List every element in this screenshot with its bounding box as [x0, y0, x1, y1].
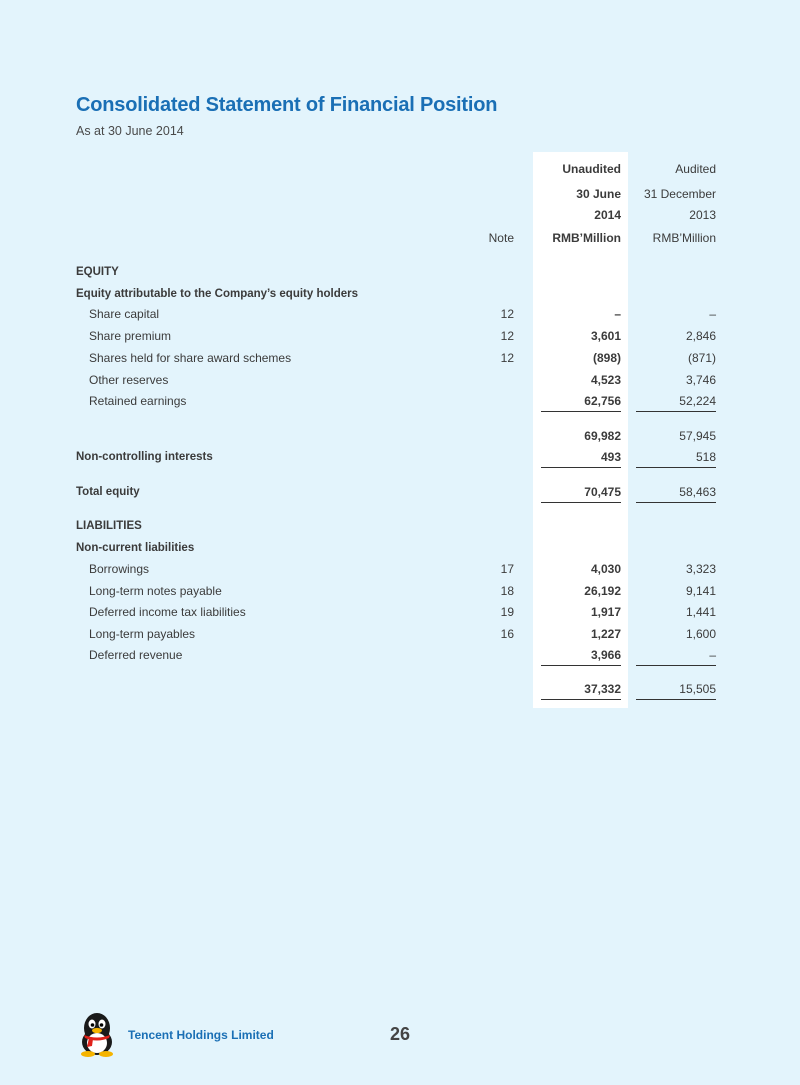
row-label: Long-term payables: [89, 627, 196, 641]
row-label: Equity attributable to the Company’s equity holders: [76, 288, 358, 300]
row-current-value: –: [614, 307, 621, 321]
rule-line: [636, 699, 716, 700]
row-prior-value: –: [709, 648, 716, 662]
row-current-value: (898): [592, 351, 621, 365]
table-row: [0, 263, 800, 281]
header-row-year: [0, 206, 800, 224]
row-label: Share capital: [89, 307, 160, 321]
header-prev-status: Audited: [675, 162, 716, 176]
header-row-unit: [0, 229, 800, 247]
table-row: [0, 680, 800, 698]
row-label: Shares held for share award schemes: [89, 351, 292, 365]
table-row: [0, 327, 800, 345]
row-note: 12: [500, 329, 514, 343]
row-current-value: 493: [600, 450, 621, 464]
rule-line: [541, 665, 621, 666]
row-label: Other reserves: [89, 373, 169, 387]
row-prior-value: 52,224: [679, 394, 716, 408]
header-row-status: [0, 160, 800, 178]
row-label: EQUITY: [76, 266, 119, 278]
row-current-value: 70,475: [584, 485, 621, 499]
row-note: 19: [500, 605, 514, 619]
page-subtitle: As at 30 June 2014: [76, 124, 184, 138]
penguin-logo-icon: [76, 1011, 118, 1057]
rule-line: [541, 699, 621, 700]
row-label: Long-term notes payable: [89, 584, 222, 598]
header-prev-year: 2013: [689, 208, 716, 222]
row-note: 12: [500, 351, 514, 365]
table-row: [0, 560, 800, 578]
table-row: [0, 625, 800, 643]
row-current-value: 69,982: [584, 429, 621, 443]
table-row: [0, 646, 800, 664]
header-cur-unit: RMB’Million: [552, 231, 621, 245]
rule-line: [636, 665, 716, 666]
row-current-value: 3,601: [590, 329, 621, 343]
row-label: Share premium: [89, 329, 172, 343]
header-cur-status: Unaudited: [562, 162, 621, 176]
row-current-value: 1,917: [590, 605, 621, 619]
row-note: 17: [500, 562, 514, 576]
rule-line: [541, 502, 621, 503]
table-row: [0, 448, 800, 466]
row-current-value: 4,523: [590, 373, 621, 387]
row-prior-value: –: [709, 307, 716, 321]
row-note: 16: [500, 627, 514, 641]
table-row: [0, 371, 800, 389]
row-current-value: 26,192: [584, 584, 621, 598]
header-cur-year: 2014: [594, 208, 621, 222]
page-number: 26: [390, 1024, 411, 1044]
table-row: [0, 392, 800, 410]
row-prior-value: 3,323: [685, 562, 716, 576]
page-title: Consolidated Statement of Financial Position: [76, 94, 498, 116]
row-label: Deferred income tax liabilities: [89, 605, 246, 619]
table-row: [0, 285, 800, 303]
table-row: [0, 427, 800, 445]
row-note: 12: [500, 307, 514, 321]
row-prior-value: 1,441: [685, 605, 716, 619]
row-label: LIABILITIES: [76, 520, 142, 532]
table-row: [0, 517, 800, 535]
row-current-value: 62,756: [584, 394, 621, 408]
row-prior-value: 1,600: [685, 627, 716, 641]
row-prior-value: 57,945: [679, 429, 716, 443]
table-row: [0, 582, 800, 600]
row-prior-value: 3,746: [685, 373, 716, 387]
rule-line: [636, 411, 716, 412]
row-label: Deferred revenue: [89, 648, 183, 662]
header-row-date: [0, 185, 800, 203]
footer-company-name: Tencent Holdings Limited: [128, 1028, 274, 1042]
row-label: Non-current liabilities: [76, 542, 195, 554]
rule-line: [541, 411, 621, 412]
table-row: [0, 483, 800, 501]
rule-line: [636, 502, 716, 503]
row-label: Borrowings: [89, 562, 150, 576]
header-prev-date: 31 December: [643, 187, 716, 201]
row-note: 18: [500, 584, 514, 598]
row-current-value: 1,227: [590, 627, 621, 641]
row-prior-value: 518: [695, 450, 716, 464]
row-prior-value: 58,463: [679, 485, 716, 499]
header-prev-unit: RMB’Million: [652, 231, 716, 245]
table-row: [0, 603, 800, 621]
row-current-value: 4,030: [590, 562, 621, 576]
header-cur-date: 30 June: [576, 187, 621, 201]
row-label: Retained earnings: [89, 394, 187, 408]
row-prior-value: 15,505: [679, 682, 716, 696]
row-current-value: 37,332: [584, 682, 621, 696]
table-row: [0, 539, 800, 557]
rule-line: [636, 467, 716, 468]
row-label: Total equity: [76, 486, 140, 498]
rule-line: [541, 467, 621, 468]
row-current-value: 3,966: [590, 648, 621, 662]
header-note: Note: [488, 231, 514, 245]
table-row: [0, 349, 800, 367]
row-label: Non-controlling interests: [76, 451, 213, 463]
row-prior-value: 2,846: [685, 329, 716, 343]
row-prior-value: 9,141: [685, 584, 716, 598]
table-row: [0, 305, 800, 323]
row-prior-value: (871): [687, 351, 716, 365]
